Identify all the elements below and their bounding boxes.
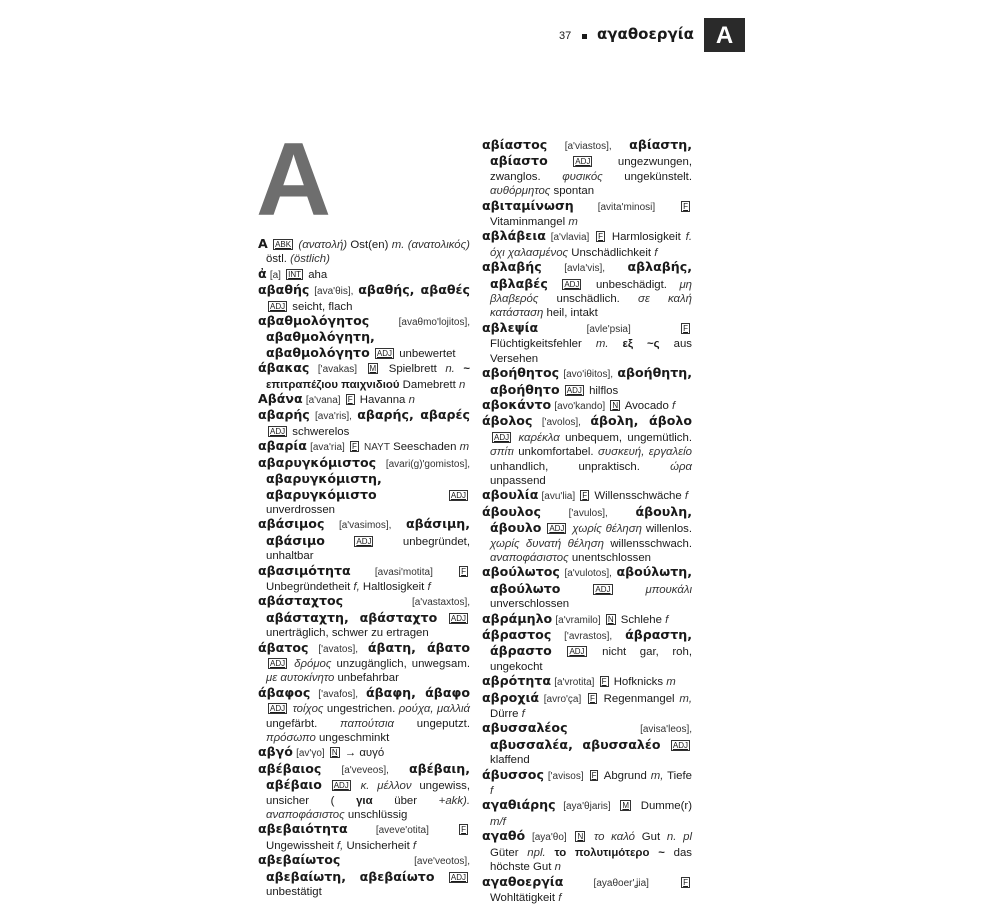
headword: αβέβαιη, αβέβαιο [266,761,470,792]
grammar-label: ADJ [593,584,612,595]
dictionary-entry [258,392,470,408]
translation: seicht, flach [292,301,352,313]
grammar-label: ADJ [449,872,468,883]
pronunciation: ΝΑΥΤ [364,442,390,453]
bold-phrase: εξ ~ς [623,338,660,350]
grammar-label: ADJ [449,490,468,501]
translation: aus Versehen [490,338,692,364]
grammar-label: F [346,394,355,405]
grammar-label: F [596,231,605,242]
italic-note: m [568,216,578,228]
grammar-label: N [575,831,585,842]
pronunciation: [a'vana] [306,395,341,406]
italic-note: f [428,581,431,593]
pronunciation: [avu'lia] [542,491,576,502]
italic-note: ρούχα, μαλλιά [399,703,470,715]
grammar-label: F [459,824,468,835]
grammar-label: F [590,770,599,781]
translation: unschädlich. [557,293,620,305]
headword: αβίαστη, αβίαστο [490,137,692,168]
italic-note: f [413,840,416,852]
headword: αβεβαίωτος [258,852,340,867]
pronunciation: [a'vramilo] [555,615,600,626]
pronunciation: [ava'ria] [310,442,345,453]
headword: αβάσταχτη, αβάσταχτο [266,610,437,625]
headword: άβραστος [482,627,551,642]
headword: αβυσσαλέα, αβυσσαλέο [490,737,661,752]
italic-note: f [672,400,675,412]
headword: αβοήθητη, αβοήθητο [490,365,692,396]
dictionary-entry [482,321,692,366]
grammar-label: ADJ [547,523,566,534]
grammar-label: INT [286,269,303,280]
headword: αβεβαιότητα [258,821,348,836]
pronunciation: [a'viastos], [565,141,612,152]
dictionary-entry [258,853,470,899]
dictionary-entry [482,768,692,799]
grammar-label: ABK [273,239,293,250]
translation: Hofknicks [614,676,663,688]
pronunciation: [aya'θjaris] [563,801,611,812]
grammar-label: ADJ [567,646,586,657]
italic-note: n. [445,363,455,375]
dictionary-entry [258,237,470,267]
translation: Ungewissheit [266,840,334,852]
headword: άβαφη, άβαφο [366,685,470,700]
pronunciation: [a] [270,270,281,281]
dictionary-entry [258,517,470,563]
italic-note: καρέκλα [518,432,559,444]
section-letter: A [256,128,331,232]
headword: άβυσσος [482,767,544,782]
translation: Dumme(r) [641,800,692,812]
headword: αβαρής [258,407,310,422]
headword: άβολη, άβολο [590,413,692,428]
translation: schwerelos [292,426,349,438]
dictionary-entry [258,594,470,640]
pronunciation: [aveve'otita] [376,825,429,836]
translation: Ost(en) [350,239,388,251]
grammar-label: F [588,693,597,704]
translation: unentschlossen [572,552,651,564]
translation: Havanna [360,394,406,406]
translation: Tiefe [667,770,692,782]
dictionary-entry [482,398,692,414]
headword: αβούλωτη, αβούλωτο [490,564,692,595]
italic-note: τοίχος [293,703,324,715]
left-column [258,237,470,899]
italic-note: f [490,785,493,797]
translation: unpassend [490,475,546,487]
pronunciation: [avasi'motita] [375,567,433,578]
dictionary-entry [482,721,692,767]
translation: Spielbrett [389,363,437,375]
pronunciation: [a'vrotita] [554,677,594,688]
headword: άβατος [258,640,308,655]
headword: άβουλη, άβουλο [490,504,692,535]
dictionary-entry [482,565,692,611]
headword: αβροχιά [482,690,539,705]
italic-note: μη βλαβερός [490,279,692,305]
italic-note: m [666,676,676,688]
dictionary-entry [482,691,692,722]
pronunciation: [a'vlavia] [551,232,590,243]
headword: αβάσιμη, αβάσιμο [266,516,470,547]
headword: αβαθμολόγητος [258,313,369,328]
translation: nicht gar, roh, ungekocht [490,646,692,672]
headword: αβαρία [258,438,307,453]
italic-note: n. pl [667,831,692,843]
translation: unbegründet, unhaltbar [266,536,470,562]
headword: αβαθμολόγητη, αβαθμολόγητο [266,329,375,359]
headword: αβάσταχτος [258,593,343,608]
pronunciation: [av'γo] [296,748,325,759]
headword: ἀ [258,266,267,281]
grammar-label: N [606,614,616,625]
italic-note: κ. μέλλον [361,780,412,792]
running-headword: αγαθοεργία [597,25,694,43]
bullet-square-icon [582,34,587,39]
headword: αβιταμίνωση [482,198,574,213]
translation: Willensschwäche [594,490,681,502]
translation: unbequem, ungemütlich. [565,432,692,444]
pronunciation: ['avakas] [318,364,357,375]
italic-note: n [409,394,415,406]
translation: östl. [266,253,287,265]
italic-note: n [459,379,465,391]
translation: Unschädlichkeit [571,247,651,259]
grammar-label: ADJ [671,740,690,751]
italic-note: ώρα [670,461,692,473]
translation: ungestrichen. [327,703,395,715]
italic-note: παπούτσια [340,718,394,730]
grammar-label: ADJ [565,385,584,396]
translation: unschlüssig [348,809,408,821]
pronunciation: [avo'kando] [554,401,605,412]
italic-note: (ανατολή) [298,239,347,251]
translation: unbeschädigt. [596,279,667,291]
headword: αβαρυγκόμιστος [258,455,376,470]
translation: unbewertet [399,348,455,360]
italic-note: m. [392,239,405,251]
dictionary-entry [482,505,692,566]
translation: unverschlossen [490,598,569,610]
italic-note: (ανατολικός) [408,239,470,251]
pronunciation: [ava'ris], [315,411,352,422]
translation: heil, intakt [546,307,597,319]
italic-note: δρόμος [294,658,331,670]
pronunciation: ['avafos], [318,689,358,700]
dictionary-entry [258,267,470,283]
pronunciation: ['avulos], [569,508,608,519]
pronunciation: [avaθmo'loјitos], [399,317,470,328]
pronunciation: [a'vasimos], [339,520,391,531]
italic-note: φυσικός [562,171,603,183]
headword: αβέβαιος [258,761,321,776]
headword: αβαρής, αβαρές [357,407,470,422]
headword: άβραστη, άβραστο [490,627,692,658]
italic-note: το καλό [594,831,635,843]
dictionary-entry [258,762,470,823]
grammar-label: F [681,201,690,212]
translation: das höchste Gut [490,847,692,873]
pronunciation: [ave'veotos], [414,856,470,867]
dictionary-entry [258,745,470,761]
dictionary-entry [482,260,692,321]
translation: Wohltätigkeit [490,892,555,904]
pronunciation: [ayaθoer'ʝia] [594,878,649,889]
italic-note: σπίτι [490,446,514,458]
pronunciation: [a'veveos], [341,765,389,776]
page-number: 37 [559,30,571,42]
translation: hilflos [589,385,618,397]
headword: αβίαστος [482,137,547,152]
headword: αβαθής [258,282,309,297]
headword: άβουλος [482,504,541,519]
dictionary-entry [258,564,470,595]
grammar-label: ADJ [268,426,287,437]
pronunciation: [avro'ça] [544,694,581,705]
dictionary-entry [482,229,692,260]
italic-note: +akk). [439,795,470,807]
headword: αβράμηλο [482,611,552,626]
translation: klaffend [490,754,530,766]
headword: αβλαβής, αβλαβές [490,259,692,290]
pronunciation: ['avisos] [548,771,584,782]
italic-note: f [522,708,525,720]
dictionary-entry [258,361,470,392]
grammar-label: ADJ [573,156,592,167]
grammar-label: ADJ [268,703,287,714]
grammar-label: F [681,877,690,888]
translation: unbefahrbar [337,672,398,684]
italic-note: f, [337,840,343,852]
pronunciation: [avita'minosi] [598,202,656,213]
headword: αβλεψία [482,320,538,335]
translation: Güter [490,847,519,859]
italic-note: f [665,614,668,626]
grammar-label: ADJ [354,536,373,547]
bold-phrase: για [356,795,373,807]
pronunciation: [aya'θo] [532,832,567,843]
headword: άβακας [258,360,309,375]
headword: αβγό [258,744,293,759]
dictionary-entry [258,456,470,518]
italic-note: σε καλή κατάσταση [490,293,692,319]
headword: άβατη, άβατο [368,640,470,655]
dictionary-entry [482,414,692,488]
italic-note: f [558,892,561,904]
translation: Vitaminmangel [490,216,565,228]
italic-note: αναποφάσιστος [490,552,569,564]
pronunciation: [avla'vis], [564,263,605,274]
headword: αβαρυγκόμιστη, αβαρυγκόμιστο [266,471,382,501]
grammar-label: ADJ [562,279,581,290]
dictionary-entry [258,439,470,455]
dictionary-entry [482,612,692,628]
headword: άβαφος [258,685,310,700]
pronunciation: [a'vastaxtos], [412,597,470,608]
grammar-label: F [681,323,690,334]
italic-note: χωρίς δυνατή θέληση [490,538,604,550]
headword: Αβάνα [258,391,303,406]
translation: Damebrett [403,379,456,391]
italic-note: m/f [490,816,506,828]
italic-note: m, [651,770,664,782]
headword: άβολος [482,413,532,428]
dictionary-entry [258,283,470,314]
italic-note: n [555,861,561,873]
grammar-label: ADJ [492,432,511,443]
headword: A [258,236,268,251]
headword: αβεβαίωτη, αβεβαίωτο [266,869,434,884]
headword: αβασιμότητα [258,563,351,578]
italic-note: npl. [527,847,545,859]
grammar-label: N [610,400,620,411]
headword: αβοκάντο [482,397,551,412]
translation: ungekünstelt. [624,171,692,183]
dictionary-entry [258,408,470,439]
grammar-label: ADJ [332,780,351,791]
headword: αγαθιάρης [482,797,556,812]
pronunciation: ['avrastos], [564,631,612,642]
headword: αβοήθητος [482,365,559,380]
translation: Avocado [625,400,669,412]
italic-note: f [685,490,688,502]
grammar-label: N [330,747,340,758]
translation: Seeschaden [393,441,456,453]
dictionary-entry [258,314,470,361]
dictionary-entry [482,798,692,829]
headword: αβλάβεια [482,228,546,243]
italic-note: m, [679,693,692,705]
italic-note: f [654,247,657,259]
translation: spontan [554,185,595,197]
headword: αβρότητα [482,673,551,688]
translation: Unbegründetheit [266,581,350,593]
dictionary-entry [258,641,470,686]
dictionary-entry [482,875,692,905]
grammar-label: ADJ [375,348,394,359]
translation: Harmlosigkeit [612,231,681,243]
translation: Flüchtigkeitsfehler [490,338,582,350]
headword: αβαθής, αβαθές [358,282,470,297]
italic-note: m [460,441,470,453]
pronunciation: ['avatos], [318,644,358,655]
translation: unerträglich, schwer zu ertragen [266,627,429,639]
italic-note: μπουκάλι [646,584,693,596]
translation: aha [308,269,327,281]
translation: unzugänglich, unwegsam. [336,658,470,670]
translation: unbestätigt [266,886,322,898]
translation: Abgrund [604,770,647,782]
translation: ungefärbt. [266,718,317,730]
grammar-label: M [620,800,631,811]
translation: unverdrossen [266,504,335,516]
translation: → αυγό [345,747,384,759]
pronunciation: ['avolos], [542,417,581,428]
headword: αβούλωτος [482,564,560,579]
grammar-label: F [350,441,359,452]
grammar-label: F [600,676,609,687]
pronunciation: [avari(ɡ)'gomistos], [386,459,470,470]
italic-note: f, [353,581,359,593]
dictionary-entry [258,822,470,853]
translation: Unsicherheit [346,840,409,852]
grammar-label: F [459,566,468,577]
pronunciation: [ava'θis], [314,286,353,297]
translation: unhandlich, unpraktisch. [490,461,640,473]
bold-phrase: ~ επιτραπέζιου παιχνιδιού [266,363,470,390]
pronunciation: [avle'psia] [587,324,631,335]
headword: αβουλία [482,487,538,502]
grammar-label: ADJ [268,658,287,669]
dictionary-entry [482,628,692,674]
italic-note: m. [596,338,609,350]
grammar-label: F [580,490,589,501]
italic-note: χωρίς θέληση [572,523,642,535]
translation: Schlehe [621,614,662,626]
translation: Dürre [490,708,518,720]
translation: ungezwungen, zwanglos. [490,156,692,182]
page-header [255,18,745,52]
translation: willensschwach. [610,538,692,550]
translation: Regenmangel [604,693,675,705]
italic-note: f. [686,231,692,243]
translation: ungeschminkt [319,732,389,744]
bold-phrase: το πολυτιμότερο ~ [554,847,664,859]
italic-note: συσκευή, εργαλείο [598,446,692,458]
grammar-label: ADJ [268,301,287,312]
italic-note: (östlich) [290,253,330,265]
headword: αβλαβής [482,259,542,274]
thumb-index-tab: A [704,18,745,52]
headword: αγαθό [482,828,525,843]
dictionary-entry [482,138,692,199]
translation: Haltlosigkeit [363,581,424,593]
italic-note: όχι χαλασμένος [490,247,568,259]
dictionary-entry [482,199,692,230]
italic-note: πρόσωπο [266,732,316,744]
translation: unkomfortabel. [518,446,593,458]
right-column [482,138,692,905]
italic-note: αναποφάσιστος [266,809,345,821]
headword: αγαθοεργία [482,874,563,889]
dictionary-entry [482,488,692,504]
dictionary-entry [482,366,692,398]
translation: willenlos. [646,523,692,535]
translation: ungeputzt. [417,718,470,730]
italic-note: με αυτοκίνητο [266,672,334,684]
italic-note: αυθόρμητος [490,185,550,197]
translation: Gut [642,831,660,843]
grammar-label: ADJ [449,613,468,624]
translation: über [394,795,417,807]
pronunciation: [a'vulotos], [564,568,612,579]
dictionary-entry [482,829,692,874]
dictionary-entry [482,674,692,690]
headword: αβάσιμος [258,516,324,531]
dictionary-entry [258,686,470,746]
headword: αβυσσαλέος [482,720,568,735]
translation: ungewiss, unsicher ( [266,780,470,806]
grammar-label: M [368,363,379,374]
pronunciation: [avisa'leos], [640,724,692,735]
pronunciation: [avo'iθitos], [563,369,613,380]
